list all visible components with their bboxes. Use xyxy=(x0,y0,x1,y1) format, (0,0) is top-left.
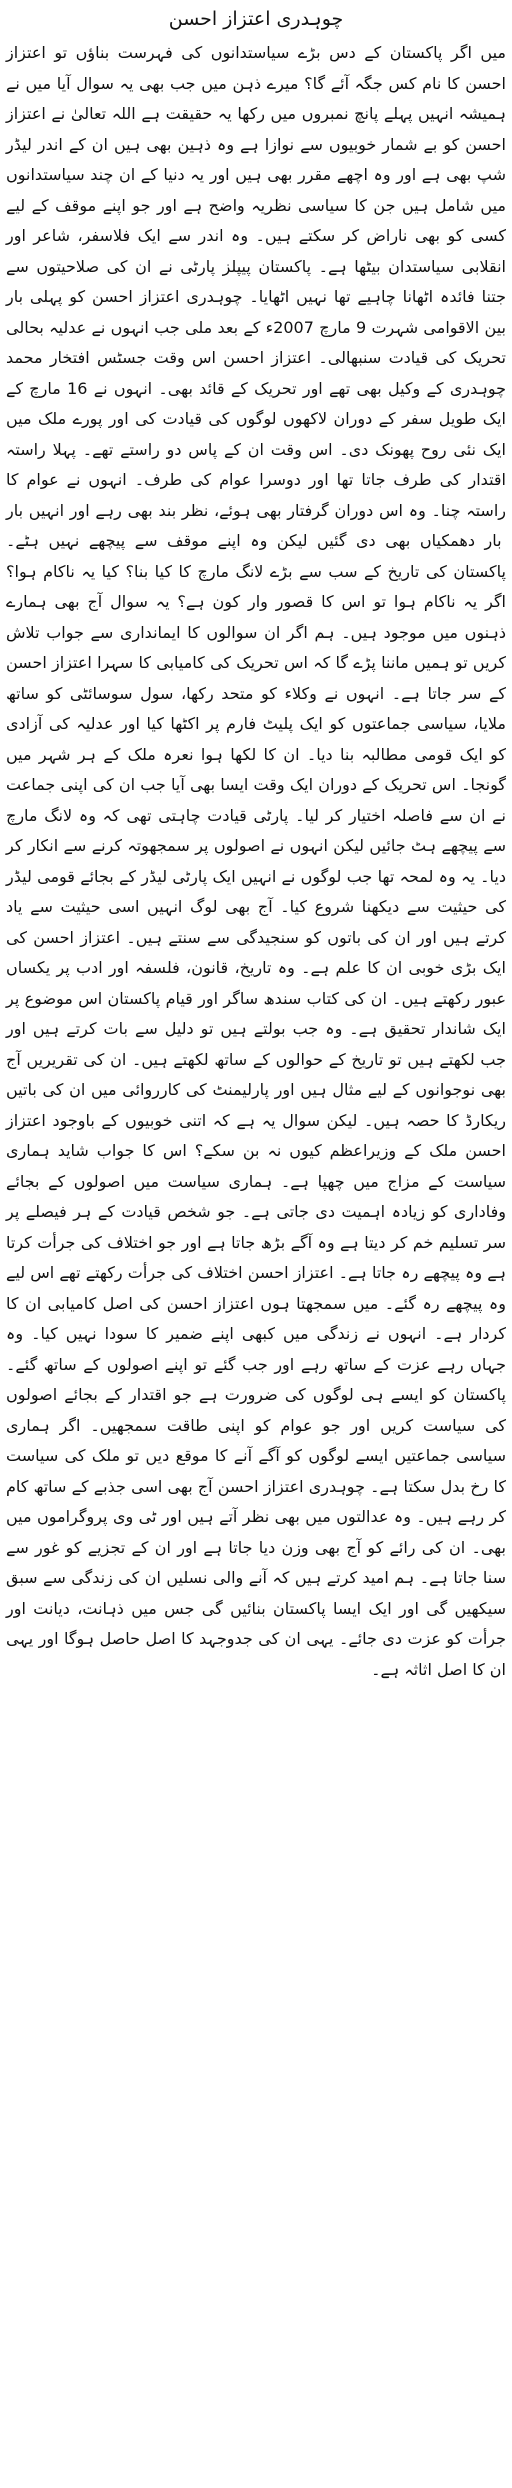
article-paragraph: چوہدری اعتزاز احسن کو پہلی بار بین الاقوامی شہرت 9 مارچ 2007ء کے بعد ملی جب انہوں نے عدلیہ بحالی تحریک کی قیادت سنبھالی۔ اعتزاز احسن اس وقت جسٹس افتخار محمد چوہدری کے وکیل بھی تھے اور تحریک کے قائد بھی۔ انہوں نے 16 مارچ کے ایک طویل سفر کے دوران لاکھوں لوگوں کی قیادت کی اور پورے ملک میں ایک نئی روح پھونک دی۔ اس وقت ان کے پاس دو راستے تھے۔ پہلا راستہ اقتدار کی طرف جاتا تھا اور دوسرا عوام کی طرف۔ انہوں نے عوام کا راستہ چنا۔ وہ اس دوران گرفتار بھی ہوئے، نظر بند بھی رہے اور انہیں بار بار دھمکیاں بھی دی گئیں لیکن وہ اپنے موقف سے پیچھے نہیں ہٹے۔ xyxy=(6,287,506,550)
article-body xyxy=(6,38,506,1685)
article-paragraph: اعتزاز احسن کی ایک بڑی خوبی ان کا علم ہے۔ وہ تاریخ، قانون، فلسفہ اور ادب پر یکساں عبور رکھتے ہیں۔ ان کی کتاب سندھ ساگر اور قیام پاکستان اس موضوع پر ایک شاندار تحقیق ہے۔ وہ جب بولتے ہیں تو دلیل سے بات کرتے ہیں اور جب لکھتے ہیں تو تاریخ کے حوالوں کے ساتھ لکھتے ہیں۔ ان کی تقریریں آج بھی نوجوانوں کے لیے مثال ہیں اور پارلیمنٹ کی کارروائی میں ان کی باتیں ریکارڈ کا حصہ ہیں۔ xyxy=(6,927,507,1130)
article-paragraph: اس تحریک کے دوران ایک وقت ایسا بھی آیا جب ان کی اپنی جماعت نے ان سے فاصلہ اختیار کر لیا۔ پارٹی قیادت چاہتی تھی کہ وہ لانگ مارچ سے پیچھے ہٹ جائیں لیکن انہوں نے اصولوں پر سمجھوتہ کرنے سے انکار کر دیا۔ یہ وہ لمحہ تھا جب لوگوں نے انہیں ایک پارٹی لیڈر کے بجائے قومی لیڈر کی حیثیت سے دیکھنا شروع کیا۔ آج بھی لوگ انہیں اسی حیثیت سے یاد کرتے ہیں اور ان کی باتوں کو سنجیدگی سے سنتے ہیں۔ xyxy=(6,775,507,947)
article-paragraph: چوہدری اعتزاز احسن آج بھی اسی جذبے کے ساتھ کام کر رہے ہیں۔ وہ عدالتوں میں بھی نظر آتے ہیں اور ٹی وی پروگراموں میں بھی۔ ان کی رائے کو آج بھی وزن دیا جاتا ہے اور ان کے تجزیے کو غور سے سنا جاتا ہے۔ ہم امید کرتے ہیں کہ آنے والی نسلیں ان کی زندگی سے سبق سیکھیں گی اور ایک ایسا پاکستان بنائیں گی جس میں ذہانت، دیانت اور جرأت کو عزت دی جائے۔ یہی ان کی جدوجہد کا اصل حاصل ہوگا اور یہی ان کا اصل اثاثہ ہے۔ xyxy=(6,1476,506,1679)
article-title: چوہدری اعتزاز احسن xyxy=(168,8,344,30)
article-paragraph: میں سمجھتا ہوں اعتزاز احسن کی اصل کامیابی ان کا کردار ہے۔ انہوں نے زندگی میں کبھی اپنے ضمیر کا سودا نہیں کیا۔ وہ جہاں رہے عزت کے ساتھ رہے اور جب گئے تو اپنے اصولوں کے ساتھ گئے۔ پاکستان کو ایسے ہی لوگوں کی ضرورت ہے جو اقتدار کے بجائے اصولوں کی سیاست کریں اور جو عوام کو اپنی طاقت سمجھیں۔ اگر ہماری سیاسی جماعتیں ایسے لوگوں کو آگے آنے کا موقع دیں تو ملک کی سیاست کا رخ بدل سکتا ہے۔ xyxy=(6,1293,506,1496)
article-paragraph: لیکن سوال یہ ہے کہ اتنی خوبیوں کے باوجود اعتزاز احسن ملک کے وزیراعظم کیوں نہ بن سکے؟ اس کا جواب شاید ہماری سیاست کے مزاج میں چھپا ہے۔ ہماری سیاست میں اصولوں کے بجائے وفاداری کو زیادہ اہمیت دی جاتی ہے۔ جو شخص قیادت کے ہر فیصلے پر سر تسلیم خم کر دیتا ہے وہ آگے بڑھ جاتا ہے اور جو اختلاف کی جرأت کرتا ہے وہ پیچھے رہ جاتا ہے۔ اعتزاز احسن اختلاف کی جرأت رکھتے تھے اس لیے وہ پیچھے رہ گئے۔ xyxy=(6,1110,506,1313)
article-paragraph: میں اگر پاکستان کے دس بڑے سیاستدانوں کی فہرست بناؤں تو اعتزاز احسن کا نام کس جگہ آئے گا؟ میرے ذہن میں جب بھی یہ سوال آیا میں نے ہمیشہ انہیں پہلے پانچ نمبروں میں رکھا یہ حقیقت ہے اللہ تعالیٰ نے اعتزاز احسن کو بے شمار خوبیوں سے نوازا ہے وہ ذہین بھی ہیں ان کے اندر لیڈر شپ بھی ہے اور وہ اچھے مقرر بھی ہیں اور یہ دنیا کے ان چند سیاستدانوں میں شامل ہیں جن کا سیاسی نظریہ واضح ہے اور جو اپنے موقف کے لیے کسی کو بھی ناراض کر سکتے ہیں۔ وہ اندر سے ایک فلاسفر، شاعر اور انقلابی سیاستدان بیٹھا ہے۔ پاکستان پیپلز پارٹی نے ان کی صلاحیتوں سے جتنا فائدہ اٹھانا چاہیے تھا نہیں اٹھایا۔ xyxy=(6,43,506,306)
article-paragraph: پاکستان کی تاریخ کے سب سے بڑے لانگ مارچ کا کیا بنا؟ کیا یہ ناکام ہوا؟ اگر یہ ناکام ہوا تو اس کا قصور وار کون ہے؟ یہ سوال آج بھی ہمارے ذہنوں میں موجود ہیں۔ ہم اگر ان سوالوں کا ایمانداری سے جواب تلاش کریں تو ہمیں ماننا پڑے گا کہ اس تحریک کی کامیابی کا سہرا اعتزاز احسن کے سر جاتا ہے۔ انہوں نے وکلاء کو متحد رکھا، سول سوسائٹی کو ساتھ ملایا، سیاسی جماعتوں کو ایک پلیٹ فارم پر اکٹھا کیا اور عدلیہ کی آزادی کو ایک قومی مطالبہ بنا دیا۔ ان کا لکھا ہوا نعرہ ملک کے ہر شہر میں گونجا۔ xyxy=(6,561,507,794)
